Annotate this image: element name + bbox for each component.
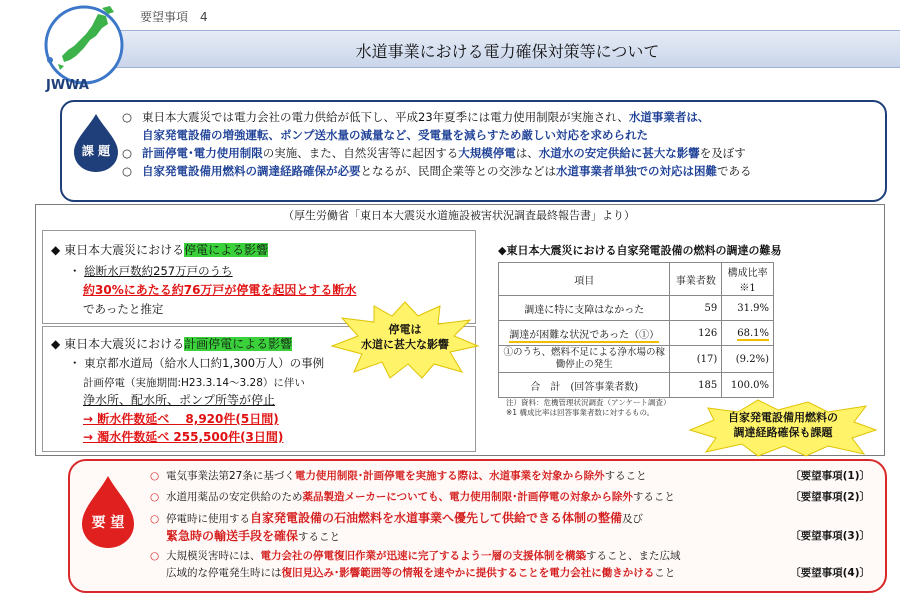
request-item-continued: 緊急時の輸送手段を確保すること 〔要望事項(3)〕 (166, 529, 870, 543)
burst-line: 停電は (388, 323, 422, 336)
request-item: ○ 電気事業法第27条に基づく電力使用制限･計画停電を実施する際は、水道事業を対象から除外すること 〔要望事項(1)〕 (150, 468, 870, 485)
request-list (150, 468, 870, 582)
request-item: ○ 大規模災害時には、電力会社の停電復旧作業が迅速に完了するよう一層の支援体制を構築すること、また広域 (150, 550, 681, 562)
table-row (499, 346, 774, 373)
table-cell-ratio: 68.1% (722, 321, 774, 346)
request-badge: 要 望 (91, 515, 125, 531)
issue-item: ○ 計画停電･電力使用制限の実施、また、自然災害等に起因する大規模停電は、水道水の安定供給に甚大な影響を及ぼす (122, 146, 746, 160)
box-line: 計画停電（実施期間:H23.3.14～3.28）に伴い (83, 377, 305, 389)
table-cell-count: 126 (670, 321, 722, 346)
box-line-highlight: 約30%にあたる約76万戸が停電を起因とする断水 (83, 283, 357, 297)
request-item: ○ 停電時に使用する自家発電設備の石油燃料を水道事業へ優先して供給できる体制の整備及び (150, 511, 644, 525)
page-label: 要望事項 4 (140, 10, 208, 24)
table-cell-count: 185 (670, 373, 722, 398)
table-header-row (499, 263, 774, 296)
issue-drop-icon (68, 112, 124, 174)
request-ref: 〔要望事項(1)〕 (790, 470, 870, 482)
burst-line: 調達経路確保も課題 (733, 426, 833, 439)
table-cell-ratio: (9.2%) (722, 346, 774, 373)
page-title: 水道事業における電力確保対策等について (355, 42, 660, 61)
issue-item-continued: 自家発電設備の増強運転、ポンプ送水量の減量など、受電量を減らすため厳しい対応を求められた (142, 128, 648, 142)
table-row (499, 373, 774, 398)
table-cell-label: 調達に特に支障はなかった (499, 296, 670, 321)
box-line: ・ 総断水戸数約257万戸のうち (69, 264, 233, 278)
table-row (499, 296, 774, 321)
table-cell-label: ①のうち、燃料不足による浄水場の稼働停止の発生 (499, 346, 670, 373)
table-cell-label: 合 計 (回答事業者数) (499, 373, 670, 398)
box-line: 浄水所、配水所、ポンプ所等が停止 (83, 393, 276, 407)
table-cell-ratio: 100.0% (722, 373, 774, 398)
callout-burst-outage (330, 300, 480, 380)
table-header-cell: 事業者数 (670, 263, 722, 296)
box-heading: ◆ 東日本大震災における計画停電による影響 (51, 337, 293, 351)
callout-burst-fuel (688, 398, 878, 458)
fuel-procurement-table (498, 262, 774, 398)
request-ref: 〔要望事項(2)〕 (790, 491, 870, 503)
burst-line: 自家発電設備用燃料の (728, 411, 838, 424)
request-item-continued: 広域的な停電発生時には復旧見込み･影響範囲等の情報を速やかに提供することを電力会社に働きかけること 〔要望事項(4)〕 (150, 565, 870, 582)
request-ref: 〔要望事項(4)〕 (790, 567, 870, 579)
table-header-cell: 構成比率※1 (722, 263, 774, 296)
table-cell-count: 59 (670, 296, 722, 321)
box-heading: ◆ 東日本大震災における停電による影響 (51, 243, 269, 257)
table-cell-label: 調達が困難な状況であった（①） (499, 321, 670, 346)
table-cell-ratio: 31.9% (722, 296, 774, 321)
box-line: ・ 東京都水道局（給水人口約1,300万人）の事例 (69, 356, 325, 370)
jwwa-logo (36, 0, 134, 100)
table-notes: 注）資料：危機管理状況調査（アンケート調査） ※1 構成比率は回答事業者数に対するもの。 (506, 398, 671, 417)
logo-text: JWWA (46, 78, 89, 93)
box-line-highlight: → 濁水件数延べ 255,500件(3日間) (83, 430, 284, 444)
source-note: （厚生労働省「東日本大震災水道施設被害状況調査最終報告書」より） (283, 209, 635, 222)
issue-item: ○ 自家発電設備用燃料の調達経路確保が必要となるが、民間企業等との交渉などは水道事業者単独での対応は困難である (122, 164, 752, 178)
table-row (499, 321, 774, 346)
table-cell-count: (17) (670, 346, 722, 373)
issue-item: ○ 東日本大震災では電力会社の電力供給が低下し、平成23年夏季には電力使用制限が実施され、水道事業者は、 (122, 110, 710, 124)
box-line: であったと推定 (83, 302, 164, 316)
title-band (115, 30, 900, 68)
request-drop-icon (76, 474, 140, 550)
request-item: ○ 水道用薬品の安定供給のため薬品製造メーカーについても、電力使用制限･計画停電の対象から除外すること 〔要望事項(2)〕 (150, 489, 870, 506)
request-ref: 〔要望事項(3)〕 (790, 530, 870, 542)
issue-badge: 課 題 (81, 144, 111, 158)
burst-line: 水道に甚大な影響 (361, 338, 449, 351)
issue-list (122, 108, 872, 180)
box-line-highlight: → 断水件数延べ 8,920件(5日間) (83, 412, 279, 426)
fuel-table-title: ◆東日本大震災における自家発電設備の燃料の調達の難易 (498, 244, 782, 257)
table-header-cell: 項目 (499, 263, 670, 296)
